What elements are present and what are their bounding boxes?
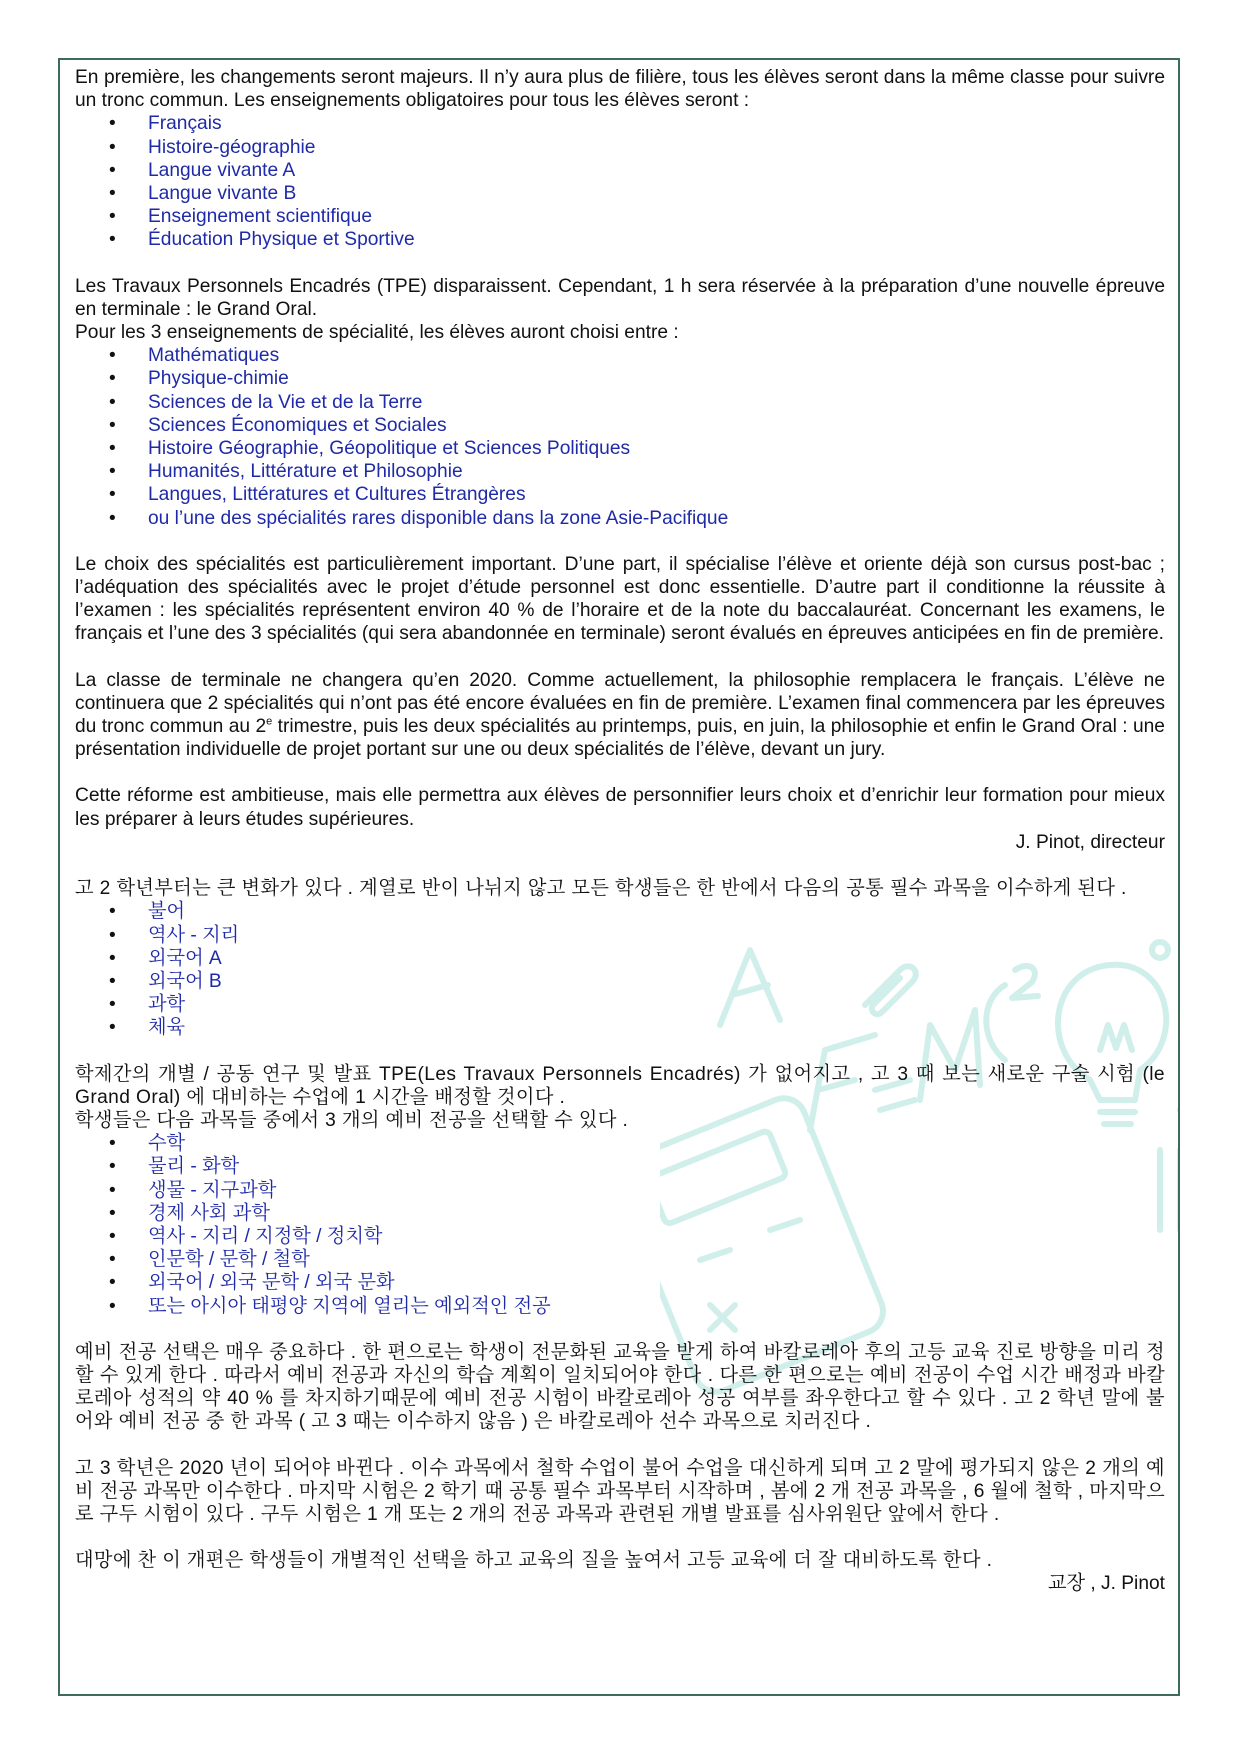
list-item: • 인문학 / 문학 / 철학 (75, 1248, 1165, 1271)
list-item: • 체육 (75, 1016, 1165, 1039)
list-item: • Sciences de la Vie et de la Terre (75, 391, 1165, 414)
list-item: • Enseignement scientifique (75, 205, 1165, 228)
list-item: • 역사 - 지리 / 지정학 / 정치학 (75, 1225, 1165, 1248)
list-item: • Langue vivante B (75, 182, 1165, 205)
list-item: • 불어 (75, 900, 1165, 923)
list-item: • 역사 - 지리 (75, 924, 1165, 947)
list-item: • 수학 (75, 1132, 1165, 1155)
list-item: • Humanités, Littérature et Philosophie (75, 460, 1165, 483)
ko-terminale-paragraph: 고 3 학년은 2020 년이 되어야 바뀐다 . 이수 과목에서 철학 수업이 불어 수업을 대신하게 되며 고 2 말에 평가되지 않은 2 개의 예비 전공 과목만 이수한다 . 마지막 시험은 2 학기 때 공통 필수 과목부터 시작하며 , 봄에 2 개 전공 과목을 , 6 월에 철학 , 마지막으로 구두 시험이 있다 . 구두 시험은 1 개 또는 2 개의 전공 과목과 관련된 개별 발표를 심사위원단 앞에서 한다 . (75, 1457, 1165, 1525)
letter-content (75, 66, 1165, 1596)
list-item: • Histoire Géographie, Géopolitique et Sciences Politiques (75, 437, 1165, 460)
list-item: • 생물 - 지구과학 (75, 1179, 1165, 1202)
fr-intro-paragraph: En première, les changements seront majeurs. Il n’y aura plus de filière, tous les élèves seront dans la même classe pour suivre un tronc commun. Les enseignements obligatoires pour tous les élèves seront : (75, 67, 1165, 112)
fr-specialty-intro: Pour les 3 enseignements de spécialité, les élèves auront choisi entre : (75, 322, 679, 344)
list-item: • Langues, Littératures et Cultures Étrangères (75, 483, 1165, 506)
list-item: • Sciences Économiques et Sociales (75, 414, 1165, 437)
list-item: • 외국어 / 외국 문학 / 외국 문화 (75, 1271, 1165, 1294)
list-item: • Histoire-géographie (75, 136, 1165, 159)
fr-signature: J. Pinot, directeur (1015, 831, 1165, 853)
fr-conclusion-paragraph: Cette réforme est ambitieuse, mais elle permettra aux élèves de personnifier leurs choix et d’enrichir leur formation pour mieux les préparer à leurs études supérieures. (75, 785, 1165, 830)
ko-specialty-intro: 학생들은 다음 과목들 중에서 3 개의 예비 전공을 선택할 수 있다 . (75, 1109, 629, 1131)
list-item: • 과학 (75, 993, 1165, 1016)
ko-core-subject-list (75, 900, 1165, 1039)
fr-choice-paragraph: Le choix des spécialités est particulièrement important. D’une part, il spécialise l’élève et oriente déjà son cursus post-bac ; l’adéquation des spécialités avec le projet d’étude personnel est donc essentielle. D’autre part il conditionne la réussite à l’examen : les spécialités représentent environ 40 % de l’horaire et de la note du baccalauréat. Concernant les examens, le français et l’une des 3 spécialités (qui sera abandonnée en terminale) seront évalués en épreuves anticipées en fin de première. (75, 553, 1165, 645)
ko-signature: 교장 , J. Pinot (1047, 1573, 1165, 1595)
ko-tpe-paragraph: 학제간의 개별 / 공동 연구 및 발표 TPE(Les Travaux Personnels Encadrés) 가 없어지고 , 고 3 때 보는 새로운 구술 시험 (le Grand Oral) 에 대비하는 수업에 1 시간을 배정할 것이다 . (75, 1063, 1165, 1108)
list-item: • Éducation Physique et Sportive (75, 228, 1165, 251)
list-item: • Physique-chimie (75, 367, 1165, 390)
list-item: • ou l’une des spécialités rares disponible dans la zone Asie-Pacifique (75, 507, 1165, 530)
list-item: • 경제 사회 과학 (75, 1202, 1165, 1225)
ko-choice-paragraph: 예비 전공 선택은 매우 중요하다 . 한 편으로는 학생이 전문화된 교육을 받게 하여 바칼로레아 후의 고등 교육 진로 방향을 미리 정할 수 있게 한다 . 따라서 예비 전공과 자신의 학습 계획이 일치되어야 한다 . 다른 한 편으로는 예비 전공이 수업 시간 배정과 바칼로레아 성적의 약 40 % 를 차지하기때문에 예비 전공 시험이 바칼로레아 성공 여부를 좌우한다고 할 수 있다 . 고 2 학년 말에 불어와 예비 전공 중 한 과목 ( 고 3 때는 이수하지 않음 ) 은 바칼로레아 선수 과목으로 치러진다 . (75, 1341, 1165, 1433)
fr-specialty-list (75, 344, 1165, 530)
fr-tpe-paragraph: Les Travaux Personnels Encadrés (TPE) disparaissent. Cependant, 1 h sera réservée à la préparation d’une nouvelle épreuve en terminale : le Grand Oral. (75, 275, 1165, 320)
list-item: • 외국어 B (75, 970, 1165, 993)
list-item: • Mathématiques (75, 344, 1165, 367)
list-item: • Langue vivante A (75, 159, 1165, 182)
ko-conclusion-paragraph: 대망에 찬 이 개편은 학생들이 개별적인 선택을 하고 교육의 질을 높여서 고등 교육에 더 잘 대비하도록 한다 . (75, 1550, 993, 1572)
list-item: • 외국어 A (75, 947, 1165, 970)
fr-core-subject-list (75, 112, 1165, 251)
list-item: • Français (75, 112, 1165, 135)
list-item: • 물리 - 화학 (75, 1155, 1165, 1178)
list-item: • 또는 아시아 태평양 지역에 열리는 예외적인 전공 (75, 1295, 1165, 1318)
ko-specialty-list (75, 1132, 1165, 1318)
ko-intro-paragraph: 고 2 학년부터는 큰 변화가 있다 . 계열로 반이 나뉘지 않고 모든 학생들은 한 반에서 다음의 공통 필수 과목을 이수하게 된다 . (75, 878, 1127, 900)
fr-terminale-paragraph: La classe de terminale ne changera qu’en 2020. Comme actuellement, la philosophie remplacera le français. L’élève ne continuera que 2 spécialités qui n’ont pas été encore évaluées en fin de première. L’examen final commencera par les épreuves du tronc commun au 2e trimestre, puis les deux spécialités au printemps, puis, en juin, la philosophie et enfin le Grand Oral : une présentation individuelle de projet portant sur une ou deux spécialités de l’élève, devant un jury. (75, 669, 1165, 761)
page-frame (58, 58, 1180, 1696)
